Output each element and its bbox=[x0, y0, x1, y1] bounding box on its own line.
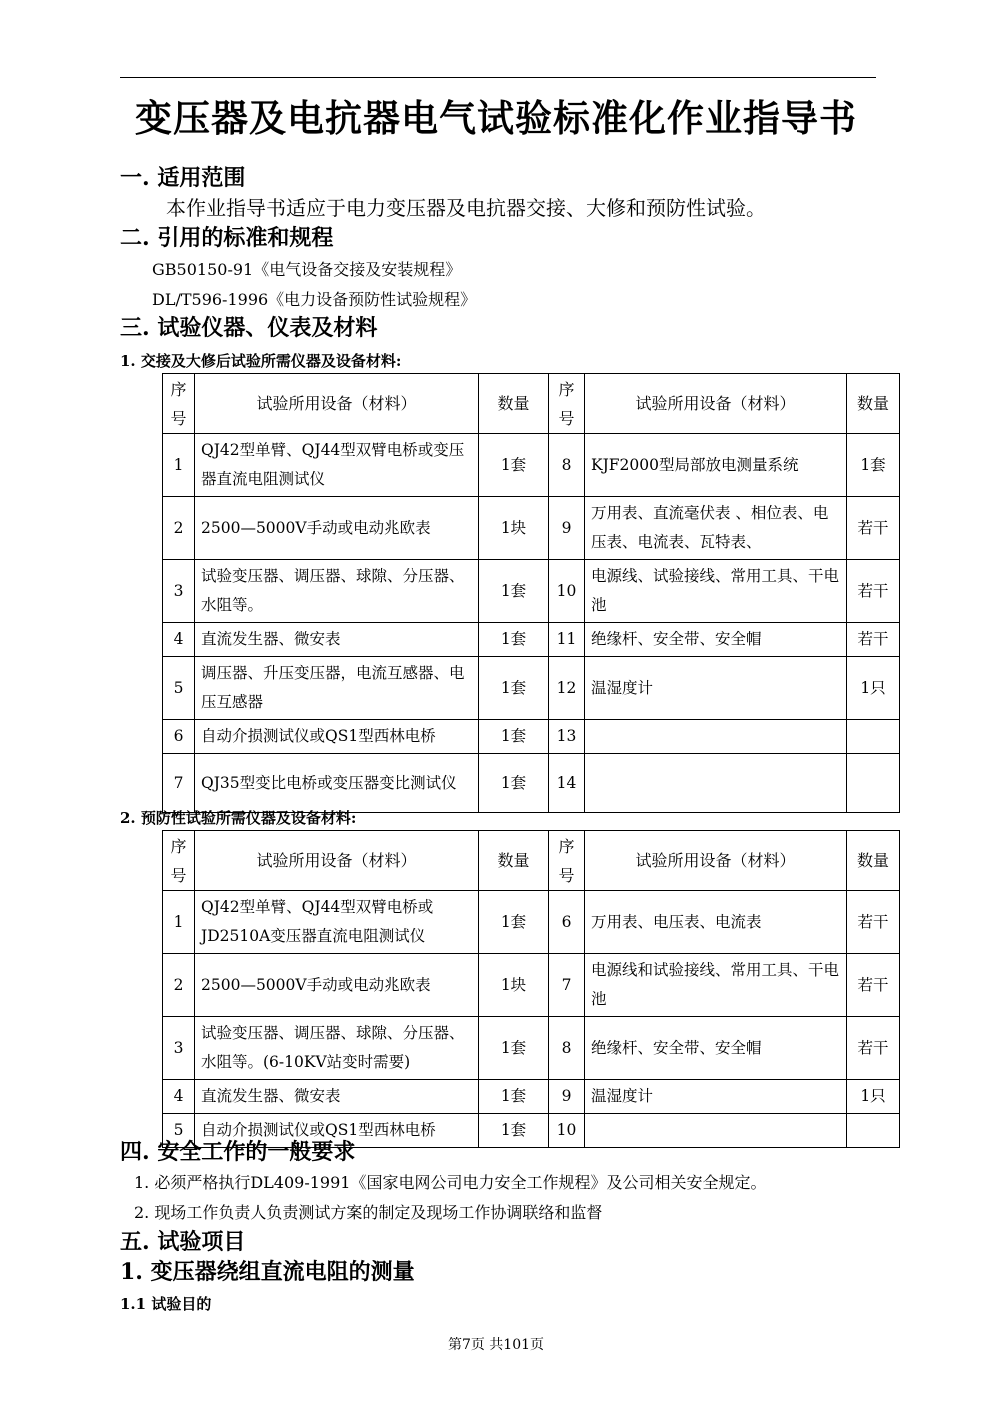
equipment-cell: 2500—5000V手动或电动兆欧表 bbox=[195, 497, 479, 560]
seq-cell: 7 bbox=[163, 754, 195, 813]
qty-cell: 1只 bbox=[847, 1080, 900, 1114]
header-equipment: 试验所用设备（材料） bbox=[585, 831, 847, 891]
qty-cell bbox=[847, 754, 900, 813]
equipment-table-1 bbox=[162, 373, 900, 813]
equipment-cell: 温湿度计 bbox=[585, 1080, 847, 1114]
section-5-heading: 五. 试验项目 bbox=[120, 1229, 246, 1255]
seq-cell: 6 bbox=[549, 891, 585, 954]
qty-cell: 1块 bbox=[479, 954, 549, 1017]
equipment-cell: 直流发生器、微安表 bbox=[195, 1080, 479, 1114]
section-3-sub2: 2. 预防性试验所需仪器及设备材料: bbox=[120, 809, 357, 827]
equipment-cell: 绝缘杆、安全带、安全帽 bbox=[585, 623, 847, 657]
equipment-cell: 自动介损测试仪或QS1型西林电桥 bbox=[195, 1114, 479, 1148]
document-title: 变压器及电抗器电气试验标准化作业指导书 bbox=[135, 96, 857, 140]
header-qty: 数量 bbox=[479, 374, 549, 434]
seq-cell: 12 bbox=[549, 657, 585, 720]
seq-cell: 9 bbox=[549, 1080, 585, 1114]
header-equipment: 试验所用设备（材料） bbox=[195, 374, 479, 434]
header-equipment: 试验所用设备（材料） bbox=[585, 374, 847, 434]
seq-cell: 7 bbox=[549, 954, 585, 1017]
section-3-sub1: 1. 交接及大修后试验所需仪器及设备材料: bbox=[120, 352, 402, 370]
table-row bbox=[163, 891, 900, 954]
table-row bbox=[163, 1080, 900, 1114]
qty-cell: 1套 bbox=[479, 657, 549, 720]
qty-cell: 1套 bbox=[479, 623, 549, 657]
table-row bbox=[163, 954, 900, 1017]
equipment-cell: 2500—5000V手动或电动兆欧表 bbox=[195, 954, 479, 1017]
table-row bbox=[163, 560, 900, 623]
equipment-cell: 万用表、直流毫伏表 、相位表、电压表、电流表、瓦特表、 bbox=[585, 497, 847, 560]
seq-cell: 8 bbox=[549, 1017, 585, 1080]
header-qty: 数量 bbox=[847, 831, 900, 891]
equipment-cell: 试验变压器、调压器、球隙、分压器、水阻等。 bbox=[195, 560, 479, 623]
reference-1: GB50150-91《电气设备交接及安装规程》 bbox=[152, 260, 462, 279]
equipment-cell bbox=[585, 754, 847, 813]
header-rule bbox=[120, 77, 876, 78]
qty-cell: 1套 bbox=[479, 560, 549, 623]
table-row bbox=[163, 434, 900, 497]
qty-cell: 若干 bbox=[847, 560, 900, 623]
table-header-row bbox=[163, 831, 900, 891]
header-equipment: 试验所用设备（材料） bbox=[195, 831, 479, 891]
header-seq: 序 号 bbox=[163, 831, 195, 891]
seq-cell: 11 bbox=[549, 623, 585, 657]
equipment-cell: 试验变压器、调压器、球隙、分压器、水阻等。(6-10KV站变时需要) bbox=[195, 1017, 479, 1080]
equipment-cell: 万用表、电压表、电流表 bbox=[585, 891, 847, 954]
header-qty: 数量 bbox=[847, 374, 900, 434]
qty-cell: 若干 bbox=[847, 954, 900, 1017]
qty-cell: 1套 bbox=[479, 1017, 549, 1080]
qty-cell: 1只 bbox=[847, 657, 900, 720]
table-row bbox=[163, 497, 900, 560]
qty-cell: 1套 bbox=[479, 754, 549, 813]
qty-cell: 若干 bbox=[847, 623, 900, 657]
qty-cell: 1套 bbox=[479, 891, 549, 954]
seq-cell: 13 bbox=[549, 720, 585, 754]
equipment-table-2 bbox=[162, 830, 900, 1148]
qty-cell: 若干 bbox=[847, 891, 900, 954]
qty-cell bbox=[847, 720, 900, 754]
section-1-text: 本作业指导书适应于电力变压器及电抗器交接、大修和预防性试验。 bbox=[166, 196, 766, 220]
seq-cell: 3 bbox=[163, 560, 195, 623]
seq-cell: 6 bbox=[163, 720, 195, 754]
table-row bbox=[163, 720, 900, 754]
seq-cell: 2 bbox=[163, 954, 195, 1017]
header-seq: 序 号 bbox=[549, 374, 585, 434]
equipment-cell: 调压器、升压变压器，电流互感器、电压互感器 bbox=[195, 657, 479, 720]
page-footer: 第7页 共101页 bbox=[447, 1337, 545, 1353]
equipment-cell bbox=[585, 720, 847, 754]
section-5-sub1: 1. 变压器绕组直流电阻的测量 bbox=[120, 1259, 415, 1285]
section-2-heading: 二. 引用的标准和规程 bbox=[120, 225, 334, 251]
qty-cell: 1块 bbox=[479, 497, 549, 560]
qty-cell: 1套 bbox=[847, 434, 900, 497]
section-1-heading: 一. 适用范围 bbox=[120, 165, 246, 191]
qty-cell bbox=[847, 1114, 900, 1148]
qty-cell: 1套 bbox=[479, 1114, 549, 1148]
equipment-cell: 电源线和试验接线、常用工具、干电池 bbox=[585, 954, 847, 1017]
section-4-heading: 四. 安全工作的一般要求 bbox=[120, 1139, 356, 1165]
equipment-cell: 直流发生器、微安表 bbox=[195, 623, 479, 657]
qty-cell: 1套 bbox=[479, 1080, 549, 1114]
table-row bbox=[163, 657, 900, 720]
qty-cell: 1套 bbox=[479, 720, 549, 754]
equipment-cell: 电源线、试验接线、常用工具、干电池 bbox=[585, 560, 847, 623]
header-seq: 序 号 bbox=[549, 831, 585, 891]
seq-cell: 8 bbox=[549, 434, 585, 497]
safety-item-1: 1. 必须严格执行DL409-1991《国家电网公司电力安全工作规程》及公司相关安全规定。 bbox=[134, 1173, 767, 1192]
table-row bbox=[163, 754, 900, 813]
equipment-cell: 绝缘杆、安全带、安全帽 bbox=[585, 1017, 847, 1080]
table-header-row bbox=[163, 374, 900, 434]
qty-cell: 1套 bbox=[479, 434, 549, 497]
equipment-cell: 自动介损测试仪或QS1型西林电桥 bbox=[195, 720, 479, 754]
equipment-cell: KJF2000型局部放电测量系统 bbox=[585, 434, 847, 497]
header-qty: 数量 bbox=[479, 831, 549, 891]
seq-cell: 5 bbox=[163, 657, 195, 720]
table-row bbox=[163, 623, 900, 657]
equipment-cell: QJ35型变比电桥或变压器变比测试仪 bbox=[195, 754, 479, 813]
equipment-cell bbox=[585, 1114, 847, 1148]
equipment-cell: QJ42型单臂、QJ44型双臂电桥或JD2510A变压器直流电阻测试仪 bbox=[195, 891, 479, 954]
seq-cell: 9 bbox=[549, 497, 585, 560]
seq-cell: 3 bbox=[163, 1017, 195, 1080]
seq-cell: 14 bbox=[549, 754, 585, 813]
reference-2: DL/T596-1996《电力设备预防性试验规程》 bbox=[152, 290, 477, 309]
qty-cell: 若干 bbox=[847, 497, 900, 560]
seq-cell: 4 bbox=[163, 1080, 195, 1114]
seq-cell: 4 bbox=[163, 623, 195, 657]
seq-cell: 5 bbox=[163, 1114, 195, 1148]
seq-cell: 10 bbox=[549, 1114, 585, 1148]
header-seq: 序 号 bbox=[163, 374, 195, 434]
table-row bbox=[163, 1017, 900, 1080]
seq-cell: 2 bbox=[163, 497, 195, 560]
equipment-cell: 温湿度计 bbox=[585, 657, 847, 720]
safety-item-2: 2. 现场工作负责人负责测试方案的制定及现场工作协调联络和监督 bbox=[134, 1203, 603, 1222]
qty-cell: 若干 bbox=[847, 1017, 900, 1080]
section-3-heading: 三. 试验仪器、仪表及材料 bbox=[120, 315, 378, 341]
section-5-sub1-1: 1.1 试验目的 bbox=[120, 1295, 212, 1313]
seq-cell: 1 bbox=[163, 891, 195, 954]
seq-cell: 10 bbox=[549, 560, 585, 623]
seq-cell: 1 bbox=[163, 434, 195, 497]
equipment-cell: QJ42型单臂、QJ44型双臂电桥或变压器直流电阻测试仪 bbox=[195, 434, 479, 497]
